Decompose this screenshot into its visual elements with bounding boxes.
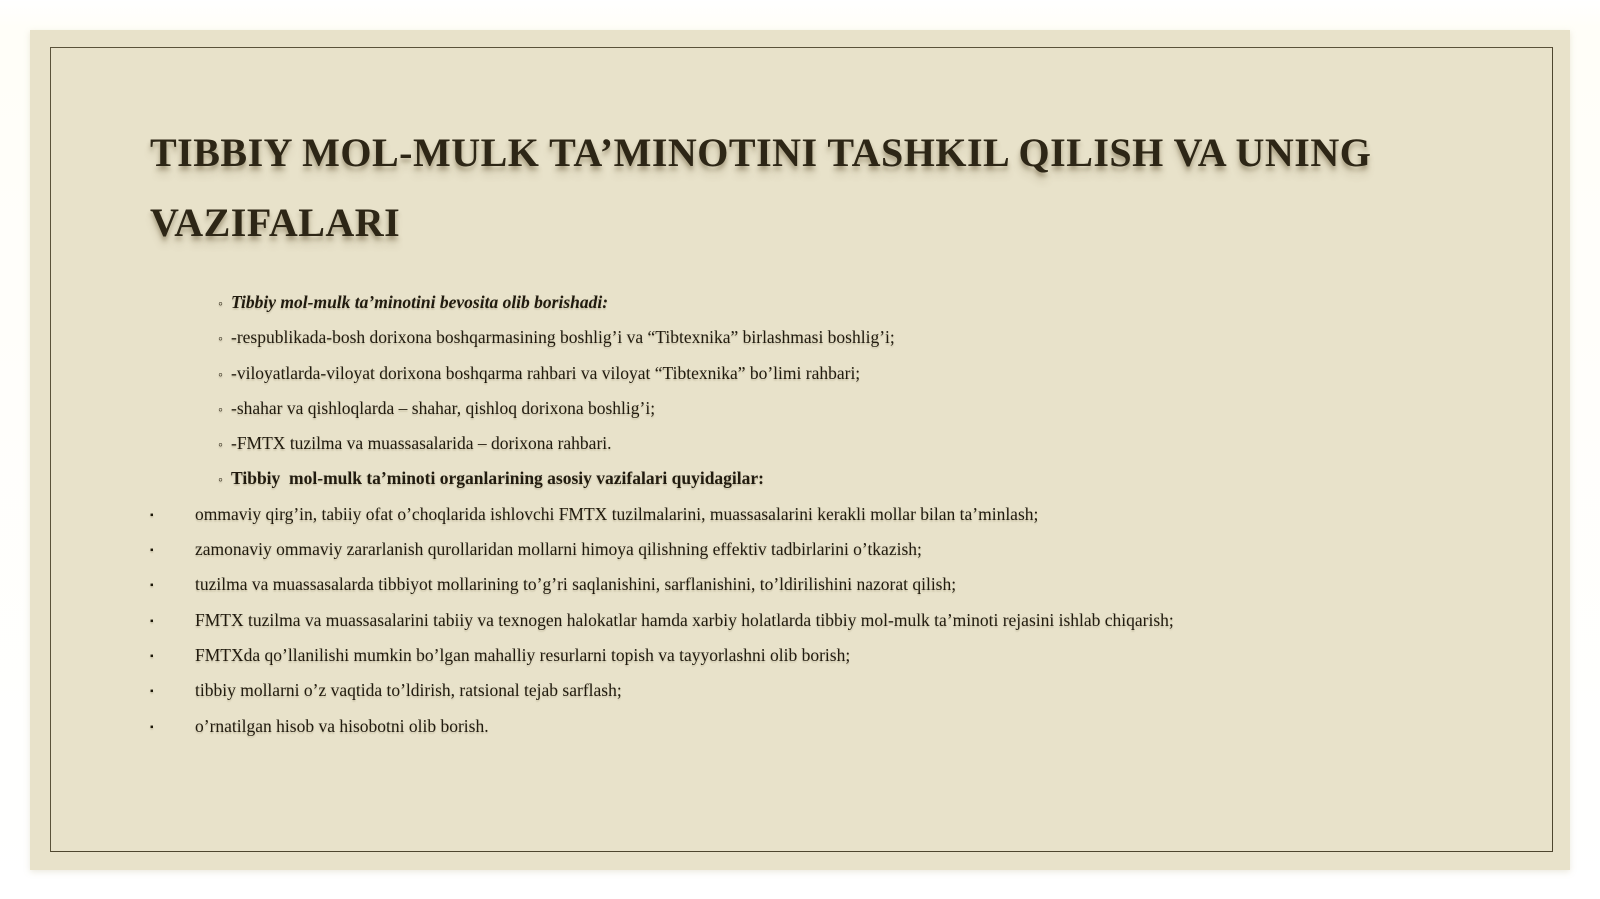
main-bullet-text: FMTXda qo’llanilishi mumkin bo’lgan mahalliy resurlarni topish va tayyorlashni olib borish; (195, 644, 851, 665)
square-bullet-icon: ▪ (150, 650, 154, 662)
sub-bullet-text: Tibbiy mol-mulk ta’minoti organlarining asosiy vazifalari quyidagilar: (231, 468, 764, 489)
circle-bullet-icon: ◦ (218, 438, 223, 454)
main-bullet-item (30, 497, 1510, 532)
main-bullet-item (30, 709, 1510, 744)
sub-bullet-item (30, 356, 1510, 391)
square-bullet-icon: ▪ (150, 686, 154, 698)
main-bullet-text: tibbiy mollarni o’z vaqtida to’ldirish, ratsional tejab sarflash; (195, 680, 622, 701)
slide-content (30, 285, 1510, 744)
main-bullet-text: ommaviy qirg’in, tabiiy ofat o’choqlarida ishlovchi FMTX tuzilmalarini, muassasalarini kerakli mollar bilan ta’minlash; (195, 503, 1039, 524)
sub-bullet-text: -shahar va qishloqlarda – shahar, qishloq dorixona boshlig’i; (231, 397, 656, 418)
circle-bullet-icon: ◦ (218, 473, 223, 489)
sub-bullet-item (30, 426, 1510, 461)
sub-bullet-item (30, 391, 1510, 426)
square-bullet-icon: ▪ (150, 721, 154, 733)
sub-bullet-text: Tibbiy mol-mulk ta’minotini bevosita olib borishadi: (231, 292, 609, 312)
sub-bullet-item (30, 285, 1510, 320)
main-bullet-text: tuzilma va muassasalarda tibbiyot mollarining to’g’ri saqlanishini, sarflanishini, to’ldirilishini nazorat qilish; (195, 574, 957, 595)
square-bullet-icon: ▪ (150, 509, 154, 521)
main-bullet-text: o’rnatilgan hisob va hisobotni olib borish. (195, 715, 489, 736)
circle-bullet-icon: ◦ (218, 367, 223, 383)
slide-title: TIBBIY MOL-MULK TA’MINOTINI TASHKIL QILISH VA UNING VAZIFALARI (150, 130, 1382, 245)
circle-bullet-icon: ◦ (218, 402, 223, 418)
sub-bullet-text: -FMTX tuzilma va muassasalarida – dorixona rahbari. (231, 433, 612, 454)
main-bullet-item (30, 673, 1510, 708)
main-bullet-item (30, 638, 1510, 673)
main-bullet-text: FMTX tuzilma va muassasalarini tabiiy va texnogen halokatlar hamda xarbiy holatlarda tibbiy mol-mulk ta’minoti rejasini ishlab chiqarish; (195, 609, 1174, 630)
sub-bullet-text: -viloyatlarda-viloyat dorixona boshqarma rahbari va viloyat “Tibtexnika” bo’limi rahbari; (231, 362, 861, 383)
sub-bullet-item (30, 461, 1510, 496)
sub-bullet-item (30, 320, 1510, 355)
square-bullet-icon: ▪ (150, 545, 154, 557)
main-bullet-item (30, 567, 1510, 602)
sub-bullet-text: -respublikada-bosh dorixona boshqarmasining boshlig’i va “Tibtexnika” birlashmasi boshlig’i; (231, 327, 895, 348)
square-bullet-icon: ▪ (150, 580, 154, 592)
circle-bullet-icon: ◦ (218, 297, 223, 312)
main-bullet-item (30, 603, 1510, 638)
slide (30, 30, 1570, 870)
main-bullet-text: zamonaviy ommaviy zararlanish qurollaridan mollarni himoya qilishning effektiv tadbirlarini o’tkazish; (195, 539, 922, 560)
main-bullet-item (30, 532, 1510, 567)
square-bullet-icon: ▪ (150, 615, 154, 627)
circle-bullet-icon: ◦ (218, 332, 223, 348)
